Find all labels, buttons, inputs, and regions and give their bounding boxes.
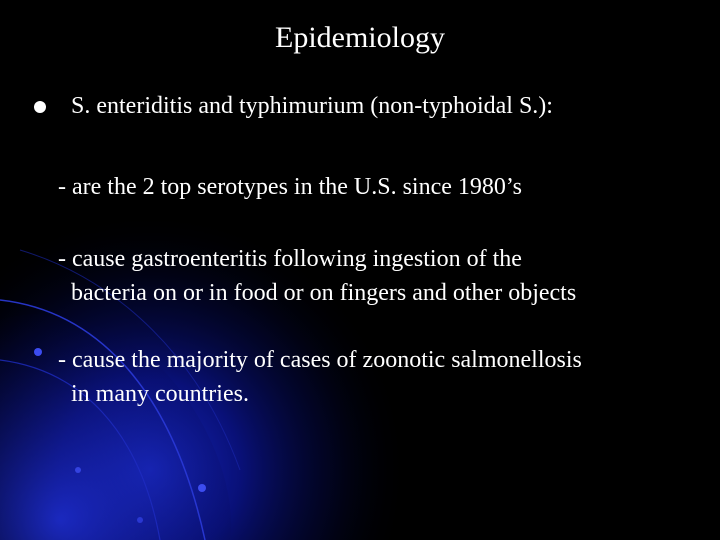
subpoint-2-line-1: - cause gastroenteritis following ingestion of the — [58, 246, 522, 272]
subpoint-1-line-1: - are the 2 top serotypes in the U.S. since 1980’s — [58, 174, 522, 200]
decor-dot-3 — [198, 484, 206, 492]
slide-title: Epidemiology — [275, 21, 445, 54]
subpoint-2-line-2: bacteria on or in food or on fingers and other objects — [71, 280, 577, 306]
subpoint-3-line-2: in many countries. — [71, 381, 249, 407]
subpoint-1 — [58, 170, 522, 204]
main-bullet-text: S. enteriditis and typhimurium (non-typhoidal S.): — [71, 93, 553, 119]
decor-dot-4 — [137, 517, 143, 523]
decor-dot-2 — [75, 467, 81, 473]
bullet-dot-icon — [34, 101, 46, 113]
decor-dot-1 — [34, 348, 42, 356]
subpoint-3-line-1: - cause the majority of cases of zoonotic salmonellosis — [58, 347, 582, 373]
subpoint-2 — [58, 242, 576, 310]
subpoint-3 — [58, 343, 582, 411]
